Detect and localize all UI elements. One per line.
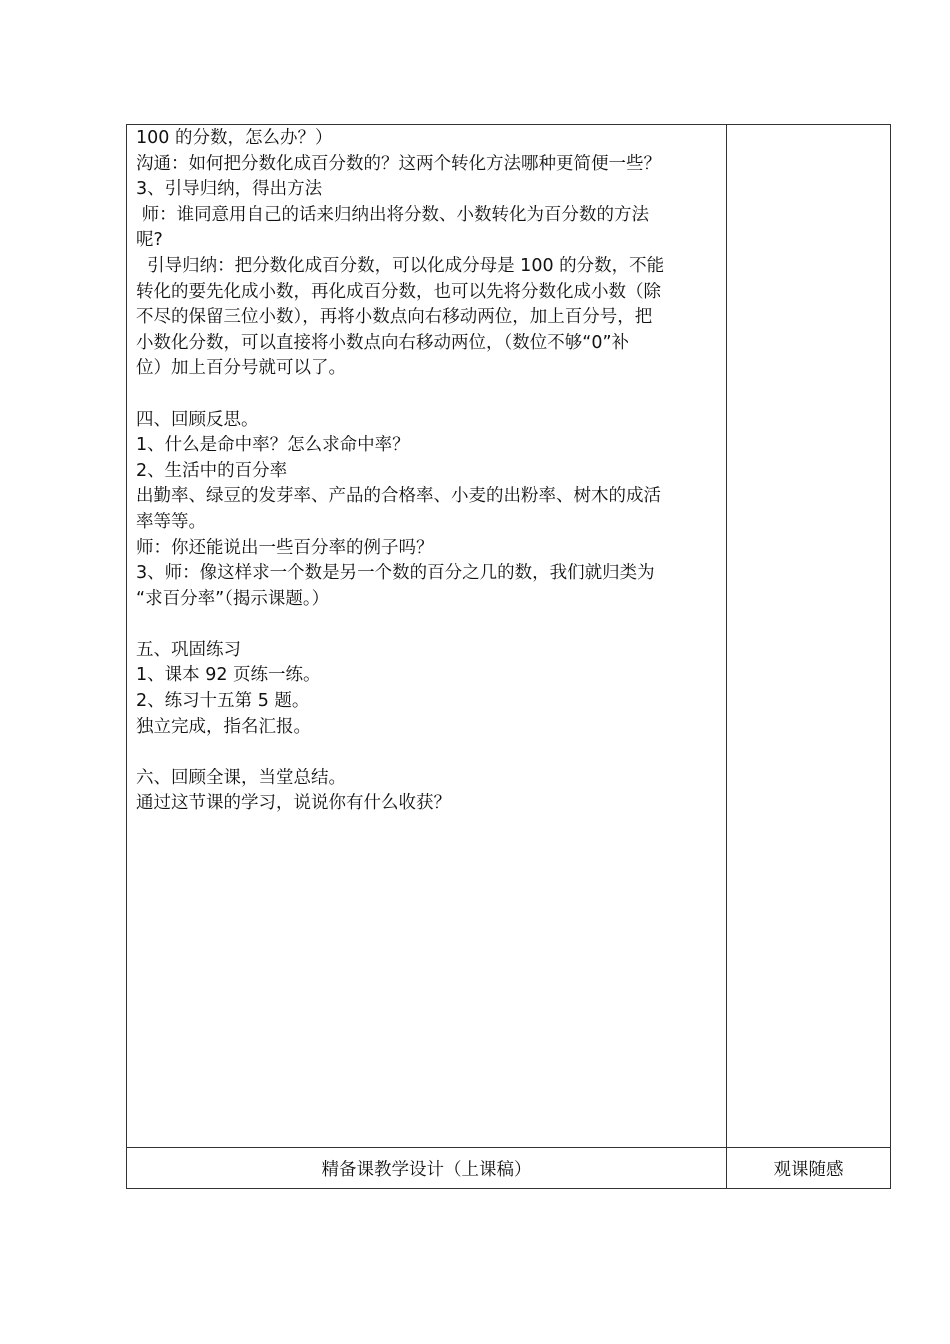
text-line: “求百分率”（揭示课题。） xyxy=(136,588,330,609)
text-line: 3、师：像这样求一个数是另一个数的百分之几的数，我们就归类为 xyxy=(136,563,655,584)
text-line xyxy=(136,382,721,408)
text-line: 出勤率、绿豆的发芽率、产品的合格率、小麦的出粉率、树木的成活 xyxy=(136,486,661,507)
text-line: 通过这节课的学习，说说你有什么收获？ xyxy=(136,793,451,814)
text-line: 五、巩固练习 xyxy=(136,639,241,660)
text-line: 1、课本 92 页练一练。 xyxy=(136,665,321,686)
text-line: 3、引导归纳，得出方法 xyxy=(136,179,323,200)
table-footer-row xyxy=(127,1147,890,1188)
text-line: 六、回顾全课，当堂总结。 xyxy=(136,767,346,788)
text-line: 2、练习十五第 5 题。 xyxy=(136,691,310,712)
footer-lesson-design-label: 精备课教学设计（上课稿） xyxy=(127,1148,727,1188)
text-line: 位）加上百分号就可以了。 xyxy=(136,358,346,379)
text-line xyxy=(136,612,721,638)
text-line: 师：你还能说出一些百分率的例子吗？ xyxy=(136,537,434,558)
lesson-plan-table xyxy=(126,124,891,1189)
observation-notes-cell xyxy=(727,125,890,1147)
text-line xyxy=(136,740,721,766)
text-line: 转化的要先化成小数，再化成百分数，也可以先将分数化成小数（除 xyxy=(136,281,661,302)
text-line: 1、什么是命中率？怎么求命中率？ xyxy=(136,435,410,456)
text-line: 引导归纳：把分数化成百分数，可以化成分母是 100 的分数，不能 xyxy=(136,255,665,276)
lesson-text-block xyxy=(136,126,721,817)
text-line: 小数化分数，可以直接将小数点向右移动两位，（数位不够“0”补 xyxy=(136,332,630,353)
lesson-content-cell xyxy=(127,125,727,1147)
text-line: 师：谁同意用自己的话来归纳出将分数、小数转化为百分数的方法 xyxy=(136,204,650,225)
footer-observation-label: 观课随感 xyxy=(773,1159,844,1180)
text-line: 100 的分数，怎么办？） xyxy=(136,128,333,148)
text-line: 率等等。 xyxy=(136,511,206,532)
text-line: 不尽的保留三位小数），再将小数点向右移动两位，加上百分号，把 xyxy=(136,307,653,328)
text-line: 四、回顾反思。 xyxy=(136,409,259,430)
text-line: 独立完成，指名汇报。 xyxy=(136,716,311,737)
text-line: 沟通：如何把分数化成百分数的？这两个转化方法哪种更简便一些？ xyxy=(136,153,661,174)
text-line: 呢? xyxy=(136,230,163,251)
text-line: 2、生活中的百分率 xyxy=(136,460,288,481)
